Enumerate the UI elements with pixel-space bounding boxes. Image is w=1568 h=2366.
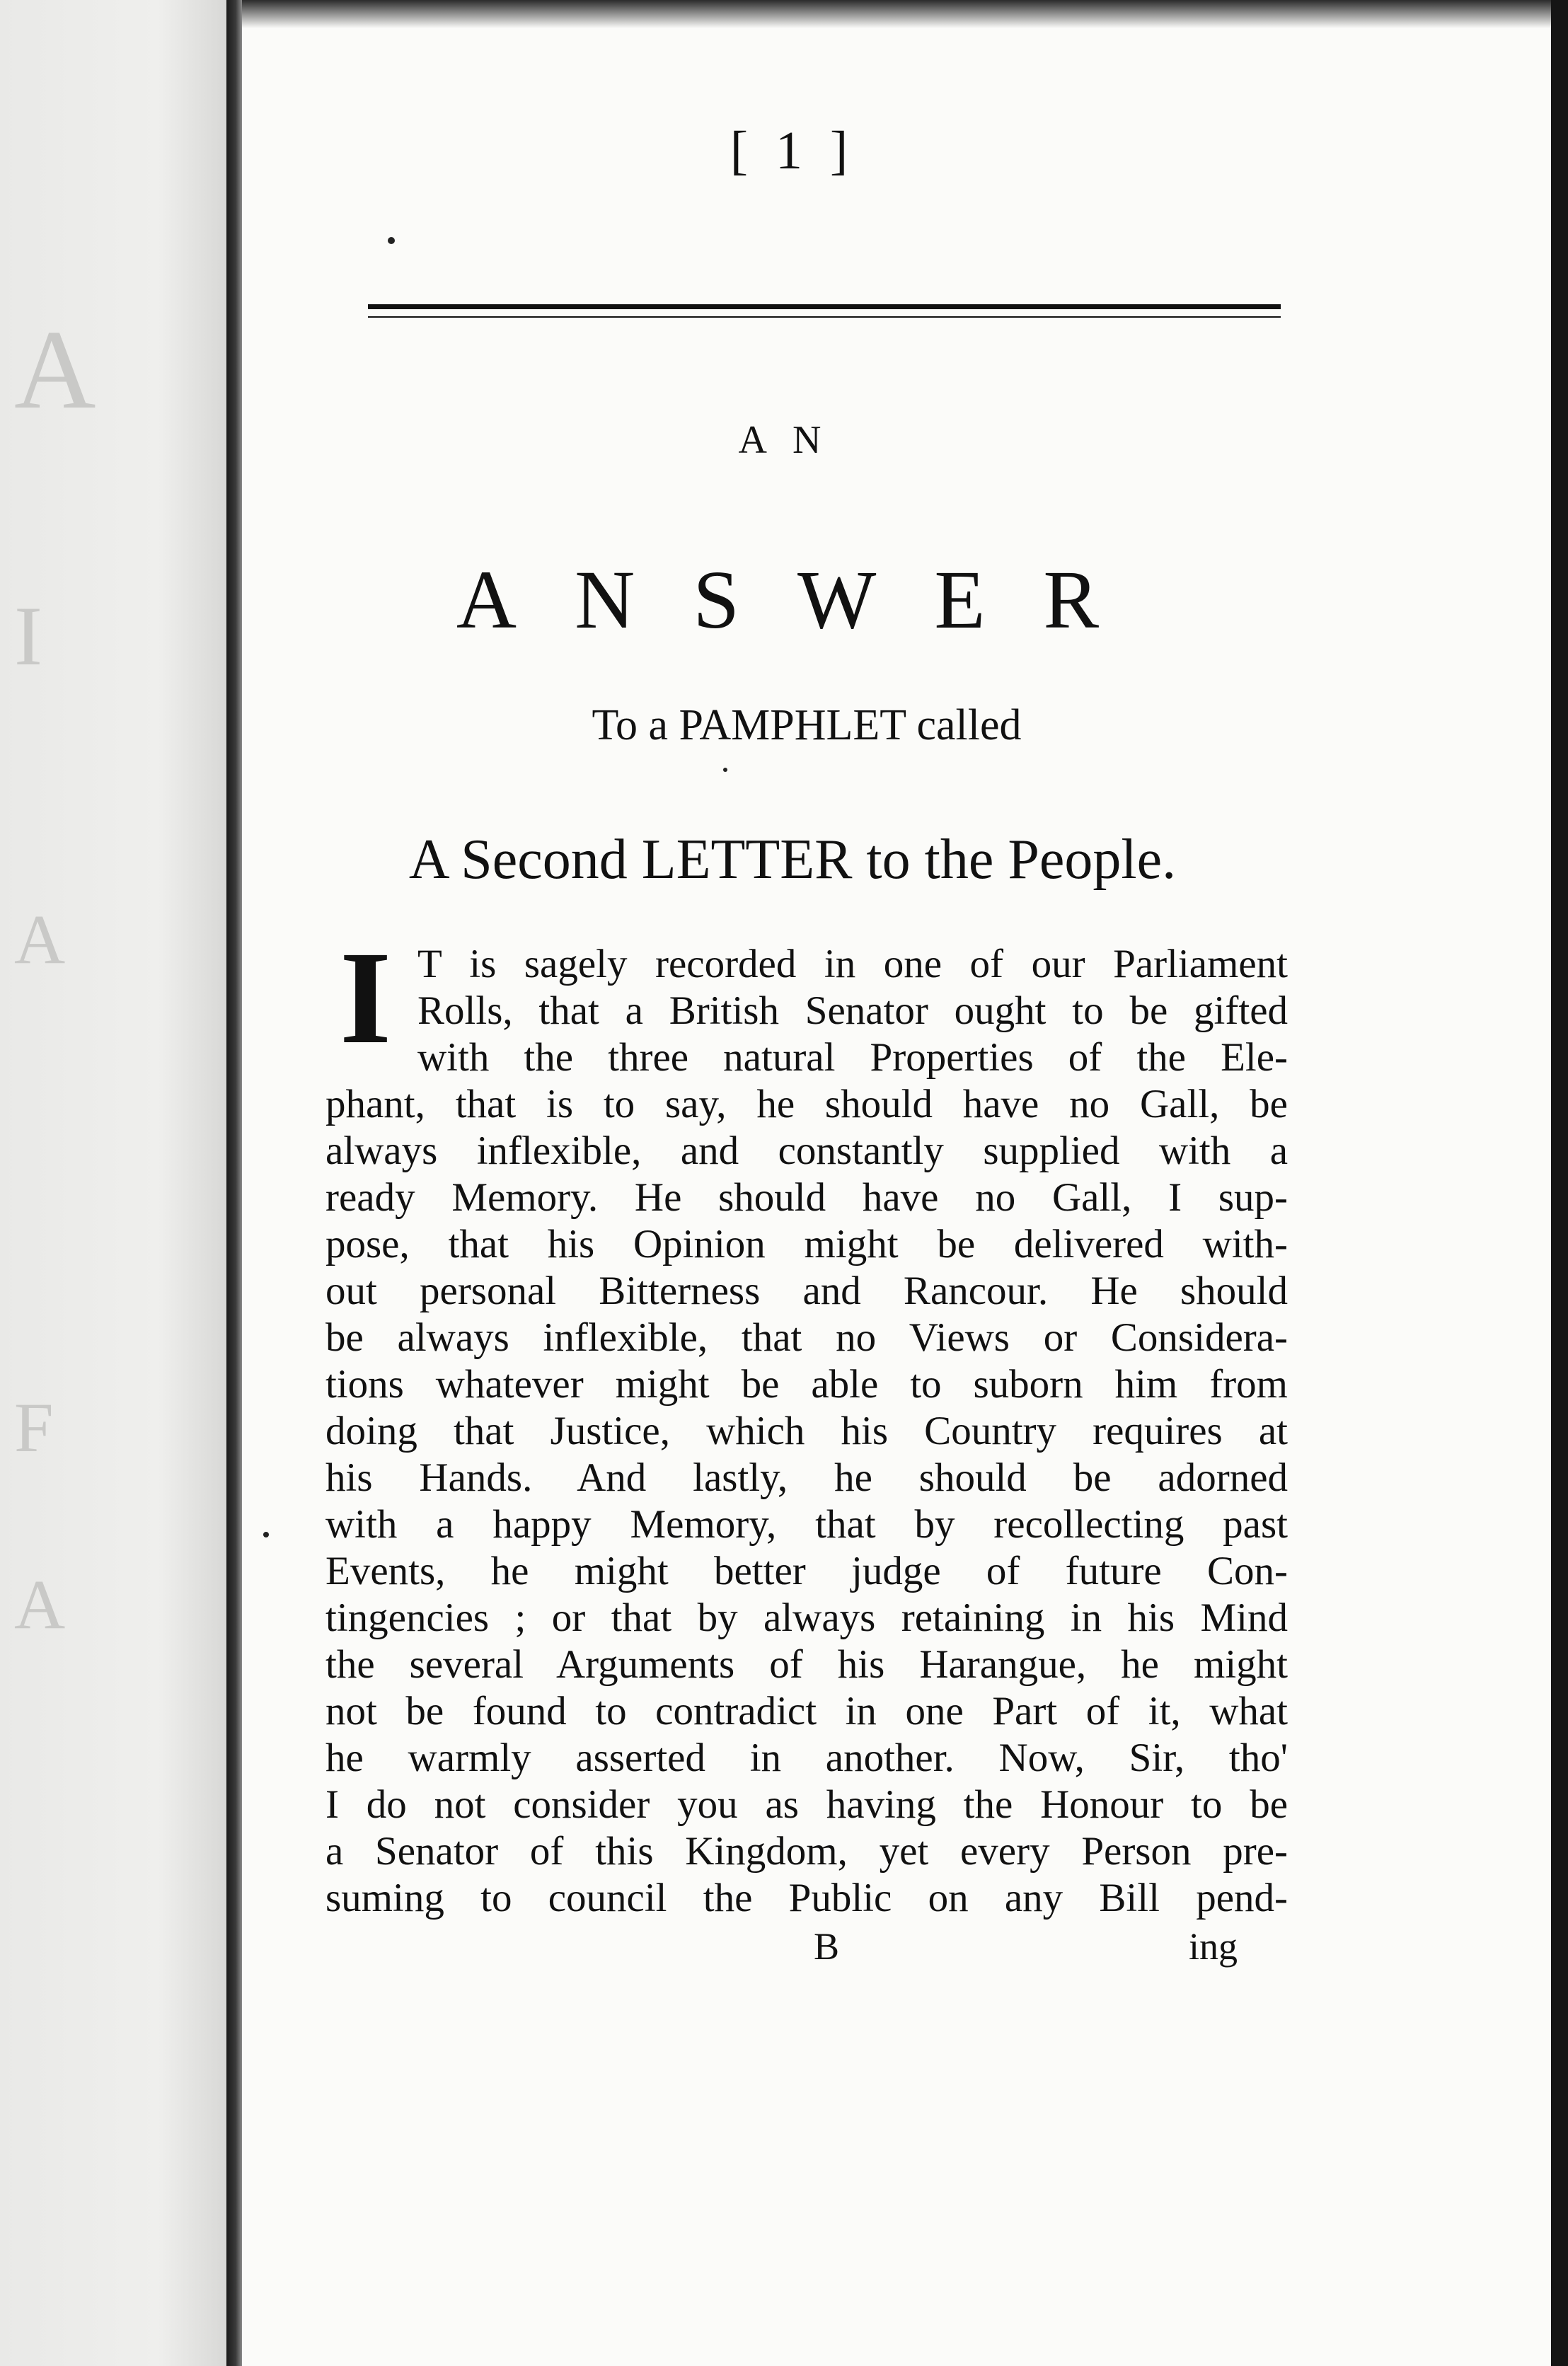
body-line: Events, he might better judge of future Con- bbox=[325, 1549, 1288, 1593]
body-line: not be found to contradict in one Part of it, what bbox=[325, 1689, 1288, 1733]
body-line: out personal Bitterness and Rancour. He should bbox=[325, 1269, 1288, 1313]
body-text bbox=[325, 923, 1288, 1922]
body-line: a Senator of this Kingdom, yet every Person pre- bbox=[325, 1829, 1288, 1874]
heading-pamphlet-title: A Second LETTER to the People. bbox=[408, 829, 1177, 891]
facing-page-ghost-letter: A bbox=[14, 306, 96, 432]
page-right-edge bbox=[1551, 0, 1568, 2366]
body-line: suming to council the Public on any Bill pend- bbox=[325, 1876, 1288, 1920]
body-line: Rolls, that a British Senator ought to be gifted bbox=[417, 988, 1288, 1033]
body-line: pose, that his Opinion might be delivered with- bbox=[325, 1222, 1288, 1266]
facing-page-ghost-letter: F bbox=[14, 1388, 54, 1467]
header-rule-thick bbox=[368, 304, 1281, 309]
body-line: doing that Justice, which his Country requires at bbox=[325, 1409, 1288, 1453]
signature-mark: B bbox=[814, 1925, 840, 1968]
catchword: ing bbox=[1189, 1925, 1238, 1968]
body-line: he warmly asserted in another. Now, Sir, tho' bbox=[325, 1736, 1288, 1780]
body-line: I do not consider you as having the Honour to be bbox=[325, 1782, 1288, 1827]
page-number: [ 1 ] bbox=[730, 121, 855, 180]
ink-speck bbox=[263, 1532, 269, 1537]
heading-answer: ANSWER bbox=[456, 553, 1158, 646]
drop-cap: I bbox=[340, 923, 392, 1071]
header-rule-thin bbox=[368, 316, 1281, 318]
body-line: tions whatever might be able to suborn him from bbox=[325, 1362, 1288, 1407]
body-line: tingencies ; or that by always retaining in his Mind bbox=[325, 1595, 1288, 1640]
body-line: always inflexible, and constantly supplied with a bbox=[325, 1129, 1288, 1173]
body-line: T is sagely recorded in one of our Parliament bbox=[417, 942, 1288, 986]
facing-page-edge bbox=[0, 0, 226, 2366]
facing-page-ghost-letter: A bbox=[14, 900, 66, 979]
body-line: the several Arguments of his Harangue, he might bbox=[325, 1642, 1288, 1687]
page-content bbox=[311, 0, 1288, 2366]
heading-an: AN bbox=[738, 418, 847, 462]
body-line: with the three natural Properties of the Ele- bbox=[417, 1035, 1288, 1080]
facing-page-ghost-letter: I bbox=[14, 589, 42, 683]
body-line: phant, that is to say, he should have no Gall, be bbox=[325, 1082, 1288, 1126]
heading-to-a-pamphlet: To a PAMPHLET called bbox=[592, 701, 1022, 749]
body-line: ready Memory. He should have no Gall, I sup- bbox=[325, 1175, 1288, 1220]
body-line: with a happy Memory, that by recollecting past bbox=[325, 1502, 1288, 1547]
facing-page-ghost-letter: A bbox=[14, 1565, 66, 1644]
body-line: his Hands. And lastly, he should be adorned bbox=[325, 1455, 1288, 1500]
body-line: be always inflexible, that no Views or Considera- bbox=[325, 1315, 1288, 1360]
book-gutter bbox=[226, 0, 242, 2366]
